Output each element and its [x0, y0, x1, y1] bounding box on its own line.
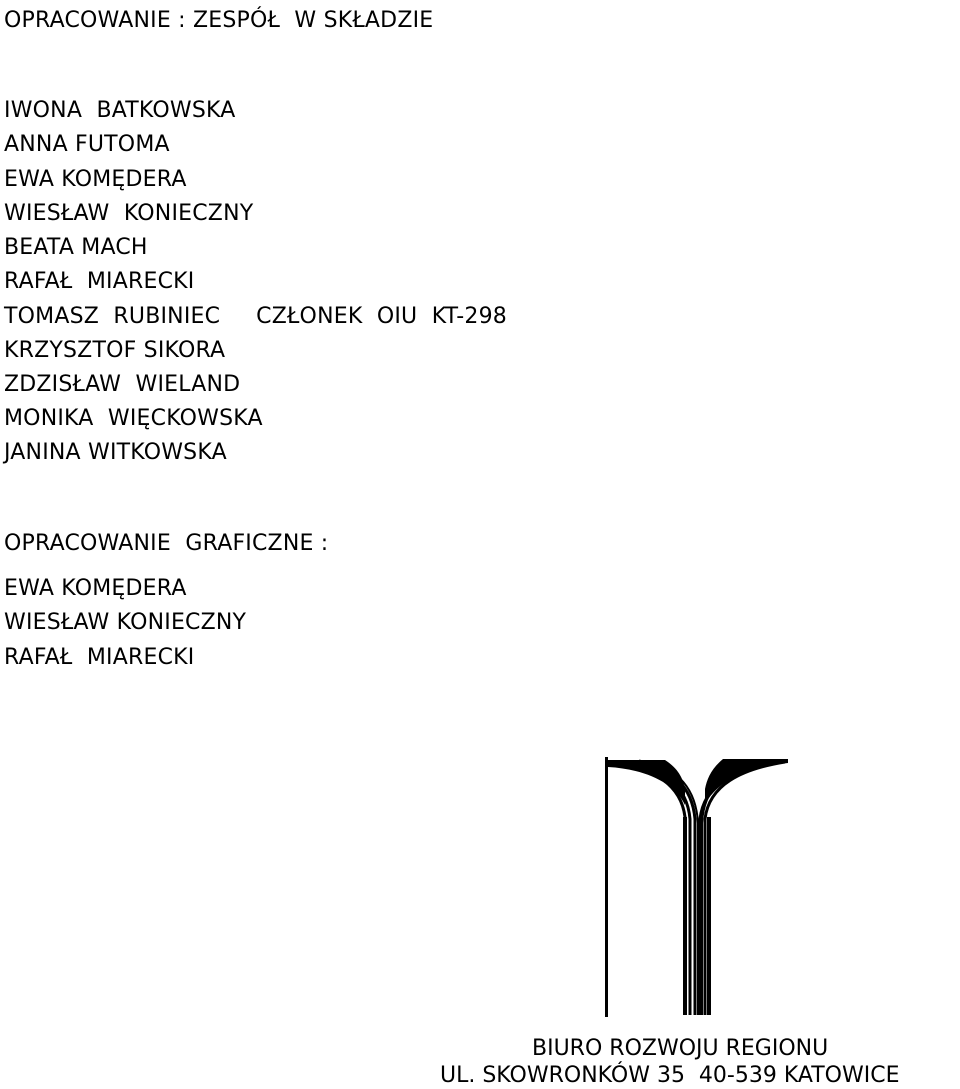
team-heading: OPRACOWANIE : ZESPÓŁ W SKŁADZIE: [4, 8, 434, 33]
team-member: RAFAŁ MIARECKI: [4, 269, 195, 294]
organization-name: BIURO ROZWOJU REGIONU: [532, 1036, 829, 1061]
team-member: EWA KOMĘDERA: [4, 167, 187, 192]
team-member: ANNA FUTOMA: [4, 132, 170, 157]
team-member: ZDZISŁAW WIELAND: [4, 372, 241, 397]
graphics-member: EWA KOMĘDERA: [4, 576, 187, 601]
organization-logo: [605, 757, 795, 1019]
team-member: KRZYSZTOF SIKORA: [4, 338, 226, 363]
graphics-heading: OPRACOWANIE GRAFICZNE :: [4, 531, 329, 556]
team-member: BEATA MACH: [4, 235, 148, 260]
team-member: JANINA WITKOWSKA: [4, 440, 227, 465]
team-member: TOMASZ RUBINIEC CZŁONEK OIU KT-298: [4, 304, 507, 329]
team-member: WIESŁAW KONIECZNY: [4, 201, 254, 226]
organization-address: UL. SKOWRONKÓW 35 40-539 KATOWICE: [440, 1063, 900, 1088]
team-member: MONIKA WIĘCKOWSKA: [4, 406, 263, 431]
graphics-member: WIESŁAW KONIECZNY: [4, 610, 247, 635]
graphics-member: RAFAŁ MIARECKI: [4, 645, 195, 670]
team-member: IWONA BATKOWSKA: [4, 98, 236, 123]
